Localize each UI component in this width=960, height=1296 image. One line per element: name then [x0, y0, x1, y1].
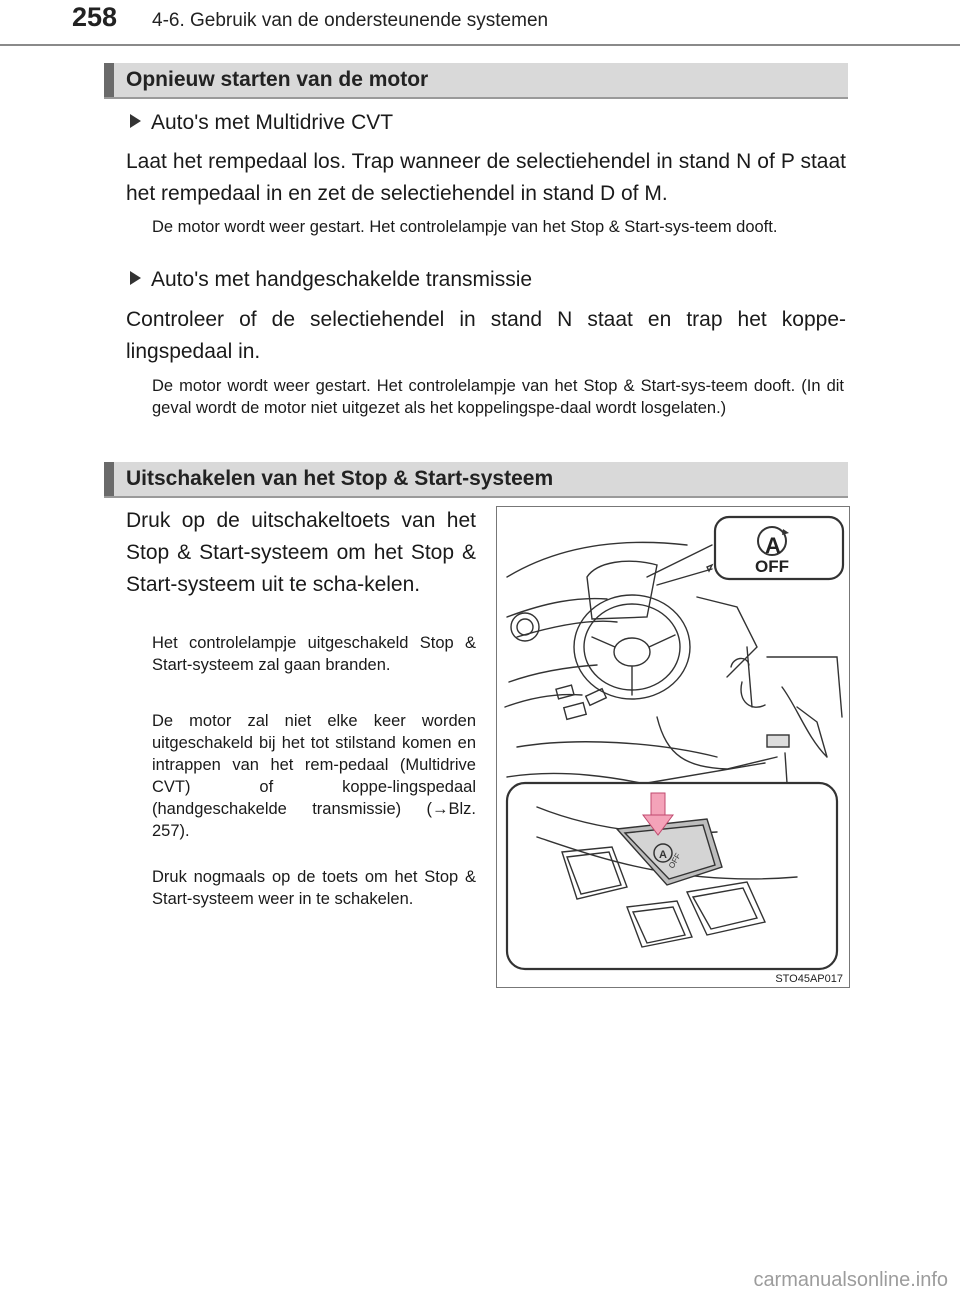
- page-number: 258: [72, 2, 118, 32]
- bullet-cvt: [130, 111, 393, 135]
- watermark: carmanualsonline.info: [753, 1269, 948, 1291]
- bullet-manual: [130, 268, 532, 292]
- svg-text:A: A: [659, 849, 667, 861]
- disable-note-1: Het controlelampje uitgeschakeld Stop & Start-systeem zal gaan branden.: [152, 634, 476, 674]
- disable-instruction: Druk op de uitschakeltoets van het Stop & Start-systeem om het Stop & Start-systeem uit te scha-kelen.: [126, 509, 476, 596]
- section-heading-disable: [104, 462, 848, 498]
- dashboard-drawing: [497, 507, 849, 987]
- cvt-instruction: Laat het rempedaal los. Trap wanneer de selectiehendel in stand N of P staat het rempedaal in en zet de selectiehendel in stand D of M.: [126, 150, 846, 205]
- triangle-bullet-icon: [130, 114, 141, 128]
- bullet-cvt-text: Auto's met Multidrive CVT: [151, 111, 394, 134]
- section-heading-restart: [104, 63, 848, 99]
- svg-text:OFF: OFF: [666, 851, 683, 870]
- manual-note: De motor wordt weer gestart. Het controlelampje van het Stop & Start-sys-teem dooft. (In dit geval wordt de motor niet uitgezet als het koppelingspe-daal wordt losgelaten.): [152, 377, 844, 417]
- chapter-title: 4-6. Gebruik van de ondersteunende systemen: [152, 10, 549, 31]
- manual-instruction: Controleer of de selectiehendel in stand N staat en trap het koppe-lingspedaal in.: [126, 308, 846, 363]
- triangle-bullet-icon: [130, 271, 141, 285]
- disable-note-2: De motor zal niet elke keer worden uitgeschakeld bij het tot stilstand komen en intrappen van het rem-pedaal (Multidrive CVT) of koppe-lingspedaal (handgeschakelde transmissie) (→Blz. 257).: [152, 712, 476, 840]
- bullet-manual-text: Auto's met handgeschakelde transmissie: [151, 268, 533, 291]
- callout-label: OFF: [755, 557, 789, 576]
- disable-note-3: Druk nogmaals op de toets om het Stop & Start-systeem weer in te schakelen.: [152, 868, 476, 908]
- section-heading-bar: [104, 63, 114, 97]
- callout-letter: A: [765, 533, 781, 558]
- figure-id: STO45AP017: [775, 973, 843, 985]
- cvt-note: De motor wordt weer gestart. Het controlelampje van het Stop & Start-sys-teem dooft.: [152, 218, 778, 236]
- section-heading-text: Uitschakelen van het Stop & Start-systeem: [126, 467, 554, 490]
- section-heading-bar: [104, 462, 114, 496]
- header-divider: [0, 44, 960, 46]
- section-heading-text: Opnieuw starten van de motor: [126, 68, 429, 91]
- dashboard-illustration: [496, 506, 850, 988]
